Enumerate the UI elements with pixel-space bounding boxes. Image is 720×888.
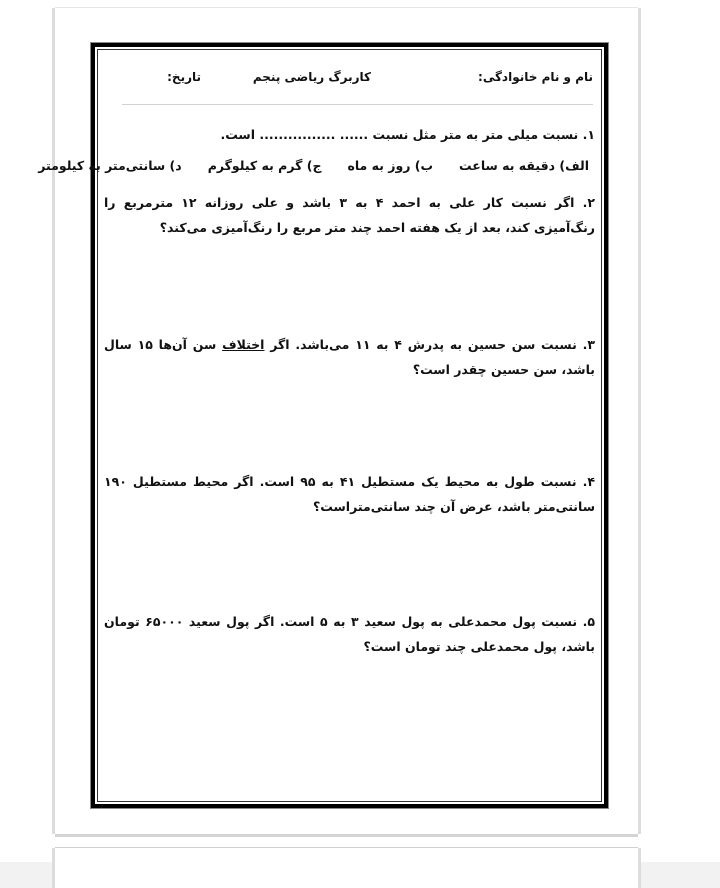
page-border-frame	[38, 43, 608, 808]
name-label: نام و نام خانوادگی:	[478, 70, 593, 84]
question-1-options	[38, 158, 589, 173]
question-1	[104, 122, 595, 147]
date-label: تاریخ:	[167, 70, 201, 84]
question-text: نسبت پول محمدعلی به پول سعید ۳ به ۵ است. اگر پول سعید ۶۵۰۰۰ تومان باشد، پول محمدعلی چند تومان است؟	[104, 614, 595, 654]
header-separator	[122, 104, 593, 105]
underlined-word: اختلاف	[222, 337, 265, 352]
question-number: ۴.	[582, 474, 595, 489]
question-3	[104, 332, 595, 382]
document-page	[38, 8, 638, 834]
question-text: نسبت طول به محیط یک مستطیل ۴۱ به ۹۵ است. اگر محیط مستطیل ۱۹۰ سانتی‌متر باشد، عرض آن چند سانتی‌متراست؟	[104, 474, 595, 514]
worksheet-header	[98, 70, 601, 90]
next-document-page	[55, 848, 638, 888]
question-2	[104, 190, 595, 240]
worksheet-title: کاربرگ ریاضی پنجم	[252, 70, 371, 84]
option-d: د) سانتی‌متر به کیلومتر	[38, 158, 182, 173]
option-c: ج) گرم به کیلوگرم	[207, 158, 322, 173]
question-5	[104, 609, 595, 659]
question-text: نسبت میلی متر به متر مثل نسبت ...... ................ است.	[220, 127, 579, 142]
question-text: اگر نسبت کار علی به احمد ۴ به ۳ باشد و علی روزانه ۱۲ مترمربع را رنگ‌آمیزی کند، بعد از یک هفته احمد چند متر مربع را رنگ‌آمیزی می‌کند؟	[104, 195, 595, 235]
question-number: ۳.	[582, 337, 595, 352]
question-number: ۲.	[582, 195, 596, 210]
question-number: ۵.	[582, 614, 596, 629]
page-border-inner	[38, 49, 602, 802]
question-text-before: نسبت سن حسین به پدرش ۴ به ۱۱ می‌باشد. اگر	[264, 337, 577, 352]
question-text-after: سن آن‌ها ۱۵ سال باشد، سن حسین چقدر است؟	[104, 337, 595, 377]
question-4	[104, 469, 595, 519]
worksheet-content	[38, 50, 601, 801]
question-number: ۱.	[582, 127, 595, 142]
option-a: الف) دقیقه به ساعت	[459, 158, 589, 173]
option-b: ب) روز به ماه	[347, 158, 434, 173]
